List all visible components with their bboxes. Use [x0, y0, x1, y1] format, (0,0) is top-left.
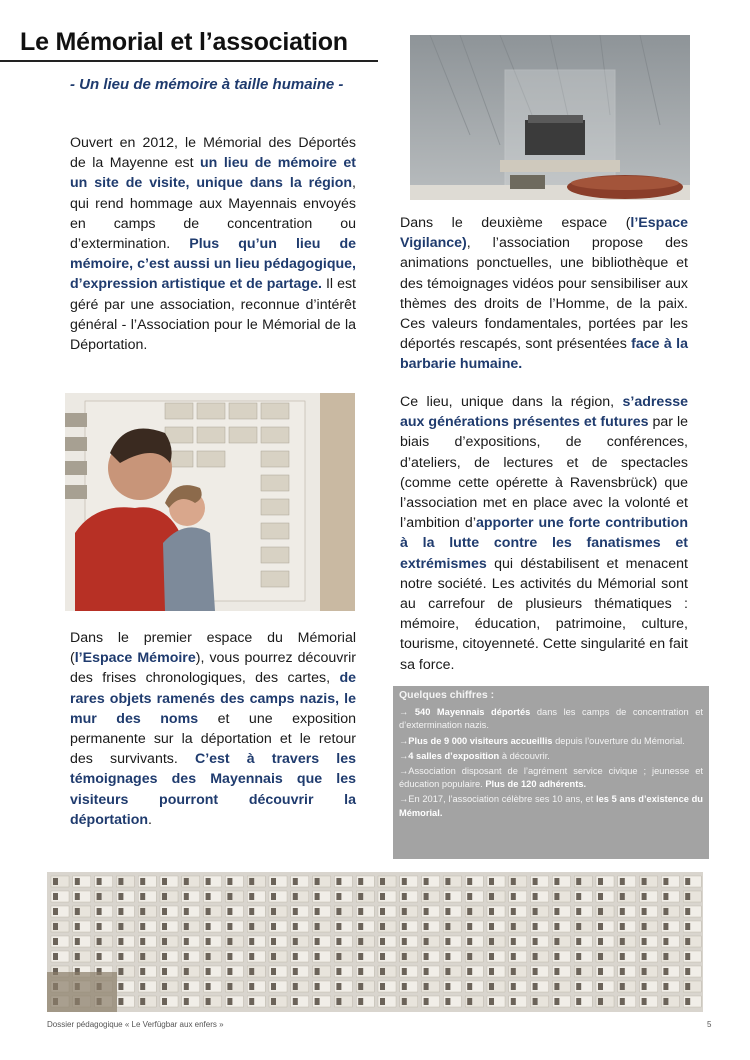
portrait-thumbnail: [685, 998, 690, 1005]
portrait-thumbnail: [554, 893, 559, 900]
portrait-thumbnail: [576, 983, 581, 990]
portrait-thumbnail: [358, 998, 363, 1005]
portrait-thumbnail: [642, 938, 647, 945]
portrait-thumbnail: [315, 923, 320, 930]
portrait-thumbnail: [140, 953, 145, 960]
portrait-thumbnail: [642, 908, 647, 915]
portrait-thumbnail: [162, 893, 167, 900]
portrait-thumbnail: [315, 998, 320, 1005]
portrait-thumbnail: [206, 908, 211, 915]
portrait-thumbnail: [184, 983, 189, 990]
portrait-thumbnail: [424, 998, 429, 1005]
portrait-thumbnail: [140, 938, 145, 945]
title-underline: [0, 60, 378, 62]
portrait-thumbnail: [533, 938, 538, 945]
portrait-thumbnail: [293, 908, 298, 915]
portrait-thumbnail: [293, 968, 298, 975]
portrait-thumbnail: [620, 953, 625, 960]
portrait-thumbnail: [445, 953, 450, 960]
portrait-thumbnail: [75, 908, 80, 915]
portrait-thumbnail: [424, 983, 429, 990]
portrait-thumbnail: [467, 923, 472, 930]
portrait-thumbnail: [533, 968, 538, 975]
portrait-thumbnail: [445, 878, 450, 885]
portrait-thumbnail: [467, 983, 472, 990]
portrait-thumbnail: [140, 923, 145, 930]
portrait-thumbnail: [489, 938, 494, 945]
portrait-thumbnail: [576, 908, 581, 915]
portrait-thumbnail: [227, 953, 232, 960]
visitors-illustration: [65, 393, 355, 611]
portrait-thumbnail: [445, 923, 450, 930]
portrait-thumbnail: [424, 908, 429, 915]
portrait-thumbnail: [75, 953, 80, 960]
portrait-thumbnail: [533, 923, 538, 930]
portrait-thumbnail: [685, 908, 690, 915]
stat-item: →Association disposant de l’agrément service civique ; jeunesse et éducation populaire. Plus de 120 adhérents.: [399, 766, 703, 790]
portrait-thumbnail: [118, 893, 123, 900]
portrait-thumbnail: [402, 998, 407, 1005]
portrait-thumbnail: [489, 983, 494, 990]
portrait-thumbnail: [576, 968, 581, 975]
portrait-thumbnail: [380, 938, 385, 945]
portrait-thumbnail: [358, 923, 363, 930]
portrait-thumbnail: [249, 953, 254, 960]
portrait-thumbnail: [293, 938, 298, 945]
portrait-thumbnail: [227, 893, 232, 900]
portrait-thumbnail: [358, 968, 363, 975]
portrait-thumbnail: [402, 923, 407, 930]
portrait-thumbnail: [467, 893, 472, 900]
portrait-thumbnail: [380, 923, 385, 930]
portrait-thumbnail: [162, 923, 167, 930]
portrait-thumbnail: [118, 953, 123, 960]
portrait-thumbnail: [293, 923, 298, 930]
portrait-thumbnail: [554, 938, 559, 945]
page-number: 5: [707, 1020, 712, 1029]
portrait-thumbnail: [598, 938, 603, 945]
portrait-thumbnail: [402, 983, 407, 990]
exhibit-display-case-photo: [410, 35, 690, 200]
portrait-thumbnail: [663, 953, 668, 960]
wall-of-names-photo: [47, 872, 703, 1012]
portrait-thumbnail: [424, 968, 429, 975]
portrait-thumbnail: [511, 998, 516, 1005]
portrait-thumbnail: [118, 908, 123, 915]
visitors-at-wall-photo: [65, 393, 355, 611]
portrait-thumbnail: [489, 878, 494, 885]
portrait-thumbnail: [162, 908, 167, 915]
page-subtitle: - Un lieu de mémoire à taille humaine -: [70, 76, 344, 93]
display-case-illustration: [410, 35, 690, 200]
portrait-thumbnail: [315, 968, 320, 975]
portrait-thumbnail: [293, 893, 298, 900]
portrait-thumbnail: [249, 878, 254, 885]
portrait-thumbnail: [467, 953, 472, 960]
portrait-thumbnail: [467, 908, 472, 915]
portrait-thumbnail: [140, 878, 145, 885]
portrait-thumbnail: [249, 938, 254, 945]
portrait-thumbnail: [53, 878, 58, 885]
portrait-thumbnail: [467, 938, 472, 945]
portrait-thumbnail: [380, 998, 385, 1005]
portrait-thumbnail: [227, 923, 232, 930]
portrait-thumbnail: [663, 938, 668, 945]
portrait-thumbnail: [118, 983, 123, 990]
portrait-thumbnail: [598, 968, 603, 975]
portrait-thumbnail: [642, 953, 647, 960]
portrait-thumbnail: [685, 968, 690, 975]
stat-item: →4 salles d’exposition à découvrir.: [399, 750, 550, 761]
portrait-thumbnail: [380, 953, 385, 960]
portrait-thumbnail: [118, 878, 123, 885]
portrait-thumbnail: [489, 893, 494, 900]
portrait-thumbnail: [227, 938, 232, 945]
portrait-thumbnail: [598, 998, 603, 1005]
portrait-thumbnail: [402, 968, 407, 975]
portrait-thumbnail: [315, 983, 320, 990]
portrait-thumbnail: [598, 893, 603, 900]
portrait-thumbnail: [162, 968, 167, 975]
portrait-thumbnail: [445, 983, 450, 990]
portrait-thumbnail: [227, 968, 232, 975]
portrait-thumbnail: [554, 968, 559, 975]
portrait-thumbnail: [598, 923, 603, 930]
portrait-thumbnail: [445, 893, 450, 900]
portrait-thumbnail: [380, 983, 385, 990]
portrait-thumbnail: [620, 908, 625, 915]
portrait-thumbnail: [642, 983, 647, 990]
portrait-thumbnail: [184, 938, 189, 945]
portrait-thumbnail: [206, 938, 211, 945]
portrait-thumbnail: [642, 968, 647, 975]
portrait-thumbnail: [554, 908, 559, 915]
portrait-thumbnail: [663, 968, 668, 975]
portrait-thumbnail: [467, 878, 472, 885]
portrait-thumbnail: [249, 968, 254, 975]
portrait-thumbnail: [380, 878, 385, 885]
portrait-thumbnail: [118, 938, 123, 945]
portrait-thumbnail: [620, 983, 625, 990]
portrait-thumbnail: [227, 908, 232, 915]
portrait-thumbnail: [642, 998, 647, 1005]
portrait-thumbnail: [358, 953, 363, 960]
portrait-thumbnail: [118, 968, 123, 975]
portrait-thumbnail: [445, 908, 450, 915]
portrait-thumbnail: [206, 968, 211, 975]
portrait-thumbnail: [445, 938, 450, 945]
portrait-thumbnail: [140, 998, 145, 1005]
portrait-thumbnail: [140, 908, 145, 915]
portrait-thumbnail: [511, 893, 516, 900]
page-title: Le Mémorial et l’association: [20, 28, 348, 56]
portrait-thumbnail: [598, 878, 603, 885]
portrait-thumbnail: [620, 923, 625, 930]
portrait-thumbnail: [533, 998, 538, 1005]
espace-memoire-paragraph: Dans le premier espace du Mémorial (l’Espace Mémoire), vous pourrez découvrir des frises chronologiques, des cartes, de rares objets ramenés des camps nazis, le mur des noms et une exposition permanente sur la déportation et le retour des survivants. C’est à travers les témoignages des Mayennais que les visiteurs pourront découvrir la déportation.: [70, 630, 356, 828]
portrait-thumbnail: [598, 908, 603, 915]
portrait-thumbnail: [445, 968, 450, 975]
portrait-thumbnail: [402, 878, 407, 885]
stat-item: →En 2017, l’association célèbre ses 10 ans, et les 5 ans d’existence du Mémorial.: [399, 794, 703, 818]
portrait-thumbnail: [97, 923, 102, 930]
portrait-thumbnail: [336, 893, 341, 900]
portrait-thumbnail: [315, 893, 320, 900]
portrait-thumbnail: [489, 923, 494, 930]
portrait-thumbnail: [358, 878, 363, 885]
portrait-thumbnail: [663, 878, 668, 885]
portrait-thumbnail: [206, 998, 211, 1005]
portrait-thumbnail: [533, 908, 538, 915]
portrait-thumbnail: [336, 908, 341, 915]
portrait-thumbnail: [206, 893, 211, 900]
portrait-thumbnail: [271, 983, 276, 990]
portrait-thumbnail: [663, 998, 668, 1005]
portrait-thumbnail: [685, 938, 690, 945]
portrait-thumbnail: [249, 983, 254, 990]
portrait-thumbnail: [271, 968, 276, 975]
portrait-thumbnail: [336, 998, 341, 1005]
portrait-thumbnail: [576, 953, 581, 960]
portrait-thumbnail: [271, 998, 276, 1005]
portrait-thumbnail: [271, 908, 276, 915]
portrait-thumbnail: [663, 923, 668, 930]
portrait-thumbnail: [554, 953, 559, 960]
portrait-thumbnail: [271, 878, 276, 885]
portrait-thumbnail: [293, 878, 298, 885]
portrait-thumbnail: [336, 968, 341, 975]
portrait-thumbnail: [140, 983, 145, 990]
portrait-thumbnail: [402, 893, 407, 900]
portrait-thumbnail: [620, 998, 625, 1005]
portrait-thumbnail: [97, 893, 102, 900]
portrait-thumbnail: [336, 938, 341, 945]
portrait-thumbnail: [118, 998, 123, 1005]
portrait-thumbnail: [489, 998, 494, 1005]
portrait-thumbnail: [511, 908, 516, 915]
portrait-thumbnail: [642, 878, 647, 885]
portrait-thumbnail: [511, 968, 516, 975]
footer-document-title: Dossier pédagogique « Le Verfügbar aux enfers »: [47, 1020, 224, 1029]
wall-of-names-illustration: [47, 872, 703, 1012]
key-figures-heading: Quelques chiffres :: [399, 689, 495, 701]
portrait-thumbnail: [315, 938, 320, 945]
portrait-thumbnail: [184, 998, 189, 1005]
portrait-thumbnail: [620, 968, 625, 975]
portrait-thumbnail: [380, 893, 385, 900]
portrait-thumbnail: [97, 908, 102, 915]
portrait-thumbnail: [511, 878, 516, 885]
portrait-thumbnail: [293, 953, 298, 960]
portrait-thumbnail: [533, 953, 538, 960]
espace-vigilance-paragraph: Dans le deuxième espace (l’Espace Vigilance), l’association propose des animations ponctuelles, une bibliothèque et des témoignages vidéos pour sensibiliser aux thèmes des droits de l’Homme, de la paix. Ces valeurs fondamentales, portées par les déportés rescapés, sont présentées face à la barbarie humaine.: [400, 215, 688, 373]
portrait-thumbnail: [445, 998, 450, 1005]
portrait-thumbnail: [184, 968, 189, 975]
portrait-thumbnail: [75, 893, 80, 900]
portrait-thumbnail: [118, 923, 123, 930]
portrait-thumbnail: [249, 908, 254, 915]
portrait-thumbnail: [533, 893, 538, 900]
portrait-thumbnail: [554, 878, 559, 885]
portrait-thumbnail: [380, 968, 385, 975]
portrait-thumbnail: [685, 893, 690, 900]
portrait-thumbnail: [227, 998, 232, 1005]
portrait-thumbnail: [97, 938, 102, 945]
portrait-thumbnail: [511, 983, 516, 990]
portrait-thumbnail: [336, 983, 341, 990]
portrait-thumbnail: [489, 908, 494, 915]
portrait-thumbnail: [620, 938, 625, 945]
portrait-thumbnail: [576, 938, 581, 945]
portrait-thumbnail: [336, 953, 341, 960]
portrait-thumbnail: [249, 998, 254, 1005]
portrait-thumbnail: [533, 878, 538, 885]
portrait-thumbnail: [75, 938, 80, 945]
portrait-thumbnail: [358, 893, 363, 900]
portrait-thumbnail: [227, 878, 232, 885]
portrait-thumbnail: [206, 878, 211, 885]
portrait-thumbnail: [162, 878, 167, 885]
portrait-thumbnail: [598, 953, 603, 960]
portrait-thumbnail: [685, 923, 690, 930]
portrait-thumbnail: [293, 983, 298, 990]
portrait-thumbnail: [424, 953, 429, 960]
key-figures-box: [393, 686, 709, 859]
generations-paragraph: Ce lieu, unique dans la région, s’adresse aux générations présentes et futures par le biais d’expositions, de conférences, d’ateliers, de lectures et de spectacles (comme cette opérette à Ravensbrück) que l’association met en place avec la volonté et l’ambition d’apporter une forte contribution à la lutte contre les fanatismes et extrémismes qui déstabilisent et menacent notre société. Les activités du Mémorial sont au carrefour de plusieurs thématiques : mémoire, éducation, patrimoine, culture, tourisme, citoyenneté. Cette singularité en fait sa force.: [400, 394, 688, 673]
portrait-thumbnail: [75, 923, 80, 930]
portrait-thumbnail: [140, 968, 145, 975]
portrait-thumbnail: [184, 923, 189, 930]
portrait-thumbnail: [685, 953, 690, 960]
portrait-thumbnail: [358, 983, 363, 990]
portrait-thumbnail: [315, 878, 320, 885]
portrait-thumbnail: [53, 908, 58, 915]
portrait-thumbnail: [402, 938, 407, 945]
portrait-thumbnail: [489, 968, 494, 975]
portrait-thumbnail: [424, 878, 429, 885]
portrait-thumbnail: [685, 878, 690, 885]
portrait-thumbnail: [554, 923, 559, 930]
portrait-thumbnail: [162, 998, 167, 1005]
portrait-thumbnail: [663, 908, 668, 915]
portrait-thumbnail: [358, 908, 363, 915]
portrait-thumbnail: [227, 983, 232, 990]
portrait-thumbnail: [467, 998, 472, 1005]
portrait-thumbnail: [554, 998, 559, 1005]
portrait-thumbnail: [97, 953, 102, 960]
stat-item: →Plus de 9 000 visiteurs accueillis depuis l’ouverture du Mémorial.: [399, 735, 685, 746]
portrait-thumbnail: [554, 983, 559, 990]
portrait-thumbnail: [271, 893, 276, 900]
portrait-thumbnail: [620, 878, 625, 885]
portrait-thumbnail: [53, 893, 58, 900]
portrait-thumbnail: [576, 878, 581, 885]
portrait-thumbnail: [206, 923, 211, 930]
stat-item: → 540 Mayennais déportés dans les camps de concentration et d’extermination nazis.: [399, 707, 703, 731]
portrait-thumbnail: [315, 908, 320, 915]
portrait-thumbnail: [75, 878, 80, 885]
portrait-thumbnail: [642, 893, 647, 900]
portrait-thumbnail: [642, 923, 647, 930]
portrait-thumbnail: [424, 938, 429, 945]
portrait-thumbnail: [511, 923, 516, 930]
portrait-thumbnail: [162, 953, 167, 960]
portrait-thumbnail: [358, 938, 363, 945]
portrait-thumbnail: [162, 983, 167, 990]
portrait-thumbnail: [184, 908, 189, 915]
portrait-thumbnail: [315, 953, 320, 960]
portrait-thumbnail: [424, 923, 429, 930]
portrait-thumbnail: [402, 953, 407, 960]
portrait-thumbnail: [663, 983, 668, 990]
portrait-thumbnail: [53, 953, 58, 960]
portrait-thumbnail: [511, 953, 516, 960]
portrait-thumbnail: [685, 983, 690, 990]
intro-paragraph: Ouvert en 2012, le Mémorial des Déportés de la Mayenne est un lieu de mémoire et un site de visite, unique dans la région, qui rend hommage aux Mayennais envoyés en camps de concentration ou d’extermination. Plus qu’un lieu de mémoire, c’est aussi un lieu pédagogique, d’expression artistique et de partage. Il est géré par une association, reconnue d’intérêt général - l’Association pour le Mémorial de la Déportation.: [70, 135, 357, 354]
portrait-thumbnail: [162, 938, 167, 945]
portrait-thumbnail: [271, 953, 276, 960]
portrait-thumbnail: [53, 923, 58, 930]
portrait-thumbnail: [184, 953, 189, 960]
portrait-thumbnail: [249, 923, 254, 930]
portrait-thumbnail: [511, 938, 516, 945]
portrait-thumbnail: [271, 938, 276, 945]
portrait-thumbnail: [336, 878, 341, 885]
portrait-thumbnail: [97, 878, 102, 885]
portrait-thumbnail: [271, 923, 276, 930]
portrait-thumbnail: [206, 983, 211, 990]
portrait-thumbnail: [533, 983, 538, 990]
portrait-thumbnail: [140, 893, 145, 900]
portrait-thumbnail: [576, 998, 581, 1005]
portrait-thumbnail: [576, 923, 581, 930]
portrait-thumbnail: [424, 893, 429, 900]
portrait-thumbnail: [402, 908, 407, 915]
portrait-thumbnail: [598, 983, 603, 990]
portrait-thumbnail: [489, 953, 494, 960]
portrait-thumbnail: [336, 923, 341, 930]
portrait-thumbnail: [184, 893, 189, 900]
portrait-thumbnail: [53, 938, 58, 945]
portrait-thumbnail: [206, 953, 211, 960]
portrait-thumbnail: [620, 893, 625, 900]
portrait-thumbnail: [293, 998, 298, 1005]
portrait-thumbnail: [576, 893, 581, 900]
portrait-thumbnail: [380, 908, 385, 915]
portrait-thumbnail: [663, 893, 668, 900]
portrait-thumbnail: [467, 968, 472, 975]
portrait-thumbnail: [184, 878, 189, 885]
portrait-thumbnail: [249, 893, 254, 900]
